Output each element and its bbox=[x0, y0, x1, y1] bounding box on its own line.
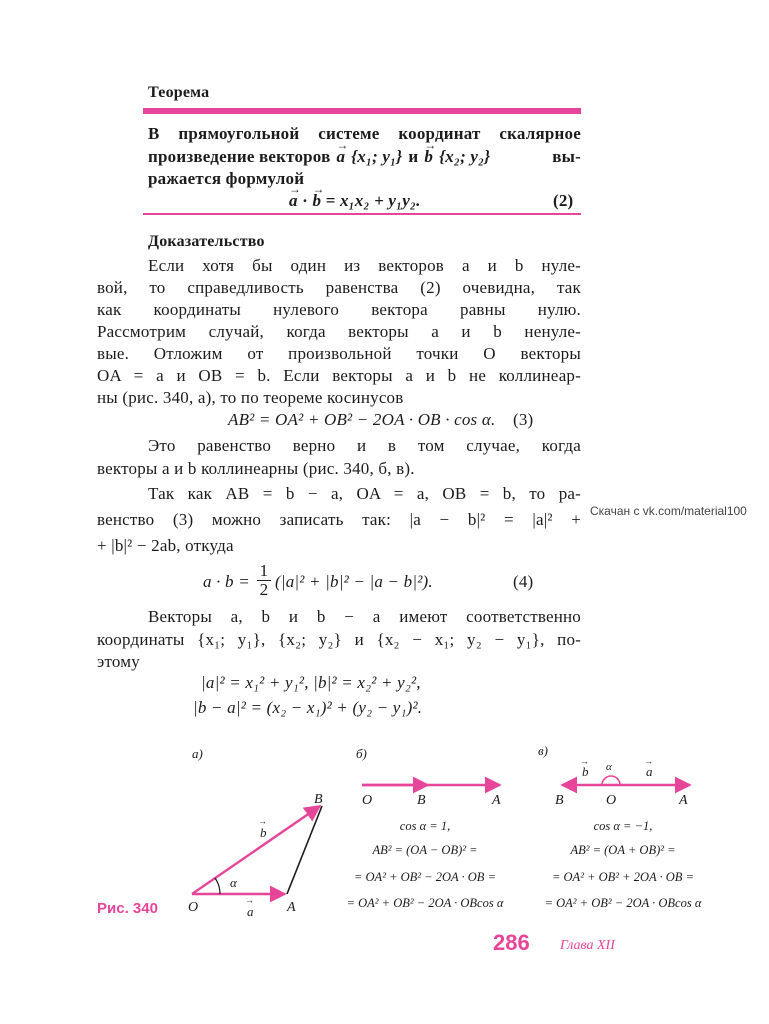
theorem-line-2 bbox=[148, 147, 581, 167]
theorem-formula-rhs: = x₁x₂ + y₁y₂. bbox=[325, 191, 421, 210]
proof-p3-line-2: венство (3) можно записать так: |a − b|² = |a|² + bbox=[97, 510, 581, 529]
theorem-bottom-rule bbox=[143, 213, 581, 215]
vec-b-arrow-glyph-c: → bbox=[580, 756, 589, 766]
proof-p4-line-2: координаты {x₁; y₁}, {x₂; y₂} и {x₂ − x₁; y₂ − y₁}, по- bbox=[97, 630, 581, 649]
proof-p1-line-5: вые. Отложим от произвольной точки O векторы bbox=[97, 344, 581, 363]
point-b-a: B bbox=[314, 792, 323, 807]
proof-p1-line-1: Если хотя бы один из векторов a и b нуле- bbox=[148, 256, 581, 275]
conj-and: и bbox=[408, 147, 419, 166]
panel-b-tag: б) bbox=[356, 746, 367, 761]
theorem-top-bar bbox=[143, 108, 581, 114]
proof-p4-line-3: этому bbox=[97, 652, 140, 671]
proof-p1-line-2: вой, то справедливость равенства (2) очевидна, так bbox=[97, 278, 581, 297]
coords-b: {x₂; y₂} bbox=[439, 147, 491, 166]
point-o-a: O bbox=[188, 900, 199, 915]
fraction-numerator: 1 bbox=[259, 561, 269, 580]
panel-c-line-3: = OA² + OB² + 2OA · OB = bbox=[551, 870, 695, 884]
figure-caption: Рис. 340 bbox=[97, 900, 158, 917]
proof-p2-line-1: Это равенство верно и в том случае, когда bbox=[148, 436, 581, 455]
theorem-line-1: В прямоугольной системе координат скалярное bbox=[148, 124, 581, 143]
point-o-c: O bbox=[606, 793, 617, 808]
point-o-b: O bbox=[362, 793, 373, 808]
panel-b-line-1: cos α = 1, bbox=[399, 819, 451, 833]
vec-a-arrow-glyph: → bbox=[245, 895, 254, 905]
theorem-heading: Теорема bbox=[148, 84, 210, 101]
equation-4-right: (|a|² + |b|² − |a − b|²). bbox=[275, 572, 433, 591]
proof-p1-line-4: Рассмотрим случай, когда векторы a и b ненуле- bbox=[97, 322, 581, 341]
equation-3-number: (3) bbox=[513, 410, 534, 429]
equation-4-fraction bbox=[257, 562, 271, 599]
proof-p1-line-6: OA = a и OB = b. Если векторы a и b не коллинеар- bbox=[97, 366, 581, 385]
figure-panel-a bbox=[188, 746, 323, 919]
chapter-label: Глава XII bbox=[560, 938, 615, 953]
proof-p1-line-7: ны (рис. 340, а), то по теореме косинусов bbox=[97, 388, 404, 407]
coords-a: {x₁; y₁} bbox=[351, 147, 403, 166]
panel-b-line-2: AB² = (OA − OB)² = bbox=[372, 843, 478, 857]
point-b-c: B bbox=[555, 793, 564, 808]
vec-a-label-a: a bbox=[247, 904, 254, 919]
figure-panel-b bbox=[356, 746, 501, 808]
theorem-line2-end: вы- bbox=[552, 147, 581, 166]
theorem-line2-text: произведение векторов bbox=[148, 147, 331, 166]
point-a-b: A bbox=[492, 793, 501, 808]
vector-b: → b bbox=[424, 147, 433, 167]
vec-b-label-a: b bbox=[260, 825, 267, 840]
panel-c-line-1: cos α = −1, bbox=[593, 819, 653, 833]
equation-6: |b − a|² = (x₂ − x₁)² + (y₂ − y₁)². bbox=[193, 698, 423, 717]
theorem-formula: → a · → b = x₁x₂ + y₁y₂. bbox=[289, 191, 421, 211]
vec-a-arrow-glyph-c: → bbox=[644, 756, 653, 766]
equation-3: AB² = OA² + OB² − 2OA · OB · cos α. bbox=[228, 410, 496, 429]
vector-ob-arrow bbox=[192, 806, 320, 894]
watermark-text: Скачан с vk.com/material100 bbox=[590, 504, 747, 518]
proof-p4-line-1: Векторы a, b и b − a имеют соответственно bbox=[148, 607, 581, 626]
proof-p2-line-2: векторы a и b коллинеарны (рис. 340, б, в). bbox=[97, 459, 415, 478]
panel-a-tag: а) bbox=[192, 746, 203, 761]
equation-5: |a|² = x₁² + y₁², |b|² = x₂² + y₂², bbox=[201, 673, 421, 692]
panel-c-tag: в) bbox=[538, 743, 548, 758]
panel-c-line-2: AB² = (OA + OB)² = bbox=[570, 843, 676, 857]
angle-arc-c bbox=[602, 776, 620, 785]
angle-arc-a bbox=[215, 878, 220, 894]
formula-number-2: (2) bbox=[553, 191, 574, 210]
proof-p3-line-1: Так как AB = b − a, OA = a, OB = b, то ра- bbox=[148, 484, 581, 503]
vec-b-arrow-glyph: → bbox=[258, 816, 267, 826]
point-a-a: A bbox=[287, 900, 296, 915]
angle-label-c: α bbox=[606, 761, 612, 773]
panel-c-line-4: = OA² + OB² − 2OA · OBcos α bbox=[544, 896, 702, 910]
proof-p1-line-3: как координаты нулевого вектора равны нулю. bbox=[97, 300, 581, 319]
proof-p3-line-3: + |b|² − 2ab, откуда bbox=[97, 536, 234, 555]
page-number: 286 bbox=[493, 930, 530, 955]
panel-b-line-3: = OA² + OB² − 2OA · OB = bbox=[353, 870, 497, 884]
angle-label-a: α bbox=[230, 875, 237, 890]
proof-heading: Доказательство bbox=[148, 233, 265, 250]
theorem-line-3: ражается формулой bbox=[148, 169, 305, 188]
point-b-b: B bbox=[417, 793, 426, 808]
vec-a-label-c: a bbox=[646, 764, 653, 779]
fraction-denominator: 2 bbox=[257, 580, 271, 599]
vector-a: → a bbox=[336, 147, 345, 167]
vec-b-label-c: b bbox=[582, 764, 589, 779]
equation-4-left: a · b = bbox=[203, 572, 250, 591]
equation-4-number: (4) bbox=[513, 572, 534, 591]
segment-ab bbox=[287, 806, 322, 894]
point-a-c: A bbox=[679, 793, 688, 808]
figure-panel-c bbox=[538, 743, 690, 808]
panel-b-line-4: = OA² + OB² − 2OA · OBcos α bbox=[346, 896, 504, 910]
